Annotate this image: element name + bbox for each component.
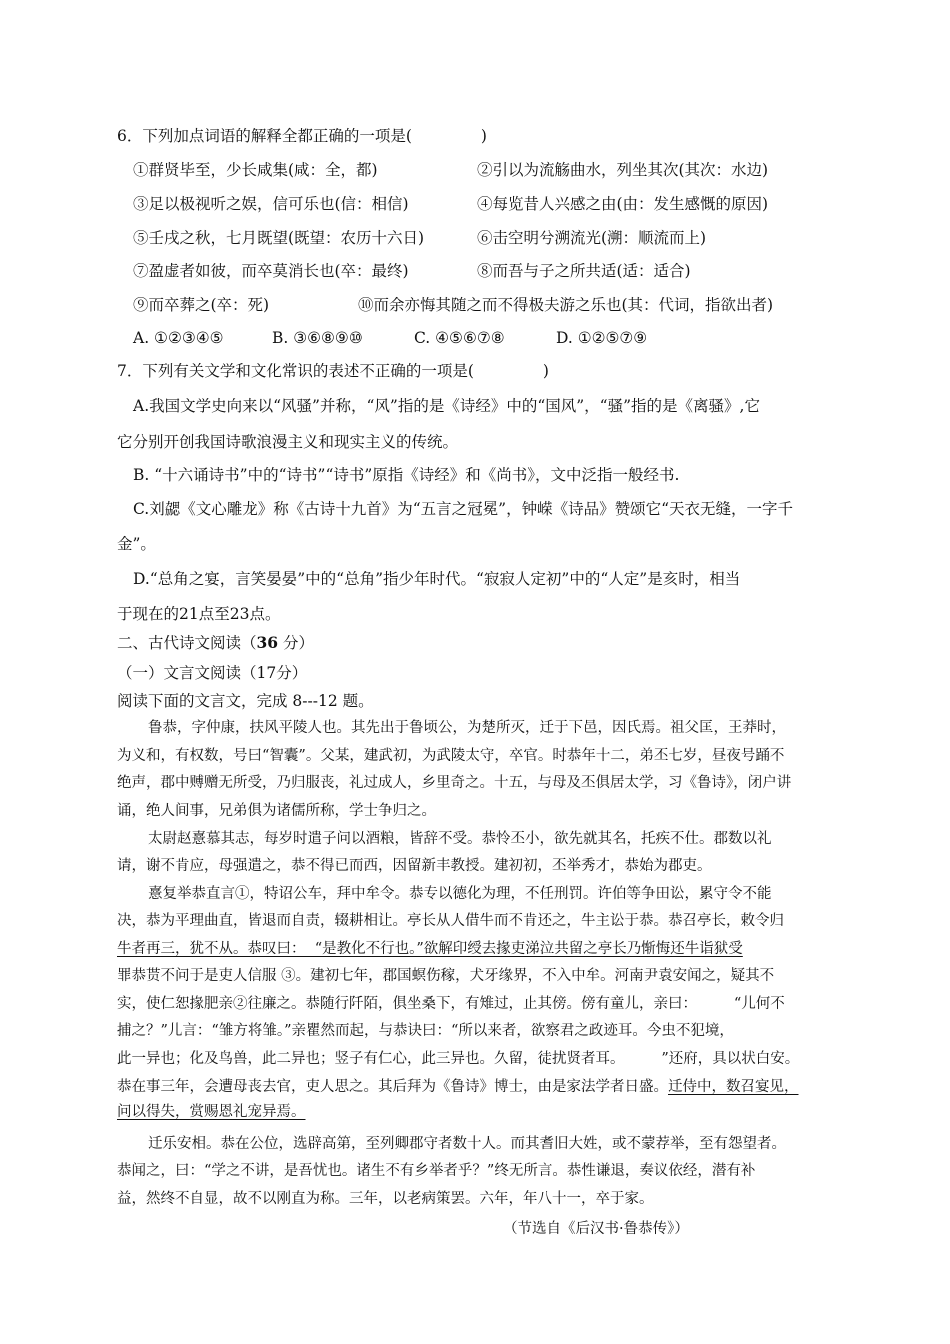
passage-line: 益，然终不自显，故不以刚直为称。三年，以老病策罢。六年，年八十一，卒于家。: [117, 1191, 654, 1207]
passage-line: 诵，绝人间事，兄弟俱为诸儒所称，学士争归之。: [117, 803, 436, 819]
q7-option-a-line1: A.我国文学史向来以“风骚”并称，“风”指的是《诗经》中的“国风”，“骚”指的是《离骚》,它: [133, 397, 760, 415]
passage-line: 为义和，有权数，号曰“智囊”。父某，建武初，为武陵太守，卒官。时恭年十二，弟丕七岁，昼夜号踊不: [117, 748, 785, 764]
q6-item-10: ⑩而余亦悔其随之而不得极夫游之乐也(其：代词，指欲出者): [358, 296, 774, 314]
q6-item-5: ⑤壬戌之秋，七月既望(既望：农历十六日): [133, 229, 425, 247]
instruction: 阅读下面的文言文，完成 8---12 题。: [117, 692, 374, 710]
passage-underlined-text: 迁侍中，数召宴见，: [668, 1079, 799, 1095]
q6-option-c: C. ④⑤⑥⑦⑧: [414, 329, 505, 347]
section-heading-score: 36: [256, 633, 279, 652]
section-heading-pre: 二、古代诗文阅读（: [117, 634, 257, 652]
passage-line: 憙复举恭直言①，特诏公车，拜中牟令。恭专以德化为理，不任刑罚。许伯等争田讼，累守令不能: [148, 886, 772, 902]
q7-option-b: B. “十六诵诗书”中的“诗书”“诗书”原指《诗经》和《尚书》，文中泛指一般经书.: [133, 466, 680, 484]
passage-source: （节选自《后汉书·鲁恭传》）: [503, 1221, 689, 1237]
passage-line: 决，恭为平理曲直，皆退而自责，辍耕相让。亭长从人借牛而不肯还之，牛主讼于恭。恭召亭长，敕令归: [117, 913, 784, 929]
q6-item-6: ⑥击空明兮溯流光(溯：顺流而上): [477, 229, 707, 247]
q6-title: 6．下列加点词语的解释全都正确的一项是( ): [117, 127, 487, 145]
q7-option-d-line1: D.“总角之宴，言笑晏晏”中的“总角”指少年时代。“寂寂人定初”中的“人定”是亥时，相当: [133, 570, 741, 588]
passage-line: 捕之？”儿言：“雏方将雏。”亲瞿然而起，与恭诀曰：“所以来者，欲察君之政迹耳。今虫不犯境，: [117, 1023, 734, 1039]
passage-line: 太尉赵憙慕其志，每岁时遣子问以酒粮，皆辞不受。恭怜丕小，欲先就其名，托疾不仕。郡数以礼: [148, 831, 772, 847]
passage-line: 迁乐安相。恭在公位，选辟高第，至列卿郡守者数十人。而其耆旧大姓，或不蒙荐举，至有怨望者。: [148, 1136, 786, 1152]
subsection-heading: （一）文言文阅读（17分）: [117, 664, 308, 682]
q6-item-1: ①群贤毕至，少长咸集(咸：全，都): [133, 161, 378, 179]
passage-line: 请，谢不肯应，母强遣之，恭不得已而西，因留新丰教授。建初初，丕举秀才，恭始为郡吏。: [117, 858, 712, 874]
q6-item-3: ③足以极视听之娱，信可乐也(信：相信): [133, 195, 409, 213]
q6-item-9: ⑨而卒葬之(卒：死): [133, 296, 270, 314]
q7-option-c-line1: C.刘勰《文心雕龙》称《古诗十九首》为“五言之冠冕”，钟嵘《诗品》赞颂它“天衣无缝，一字千: [133, 500, 794, 518]
section-heading-post: 分）: [278, 634, 315, 652]
q6-option-b: B. ③⑥⑧⑨⑩: [272, 329, 363, 347]
q6-option-d: D. ①②⑤⑦⑨: [556, 329, 648, 347]
passage-line: 罪恭贳不问于是吏人信服 ③。建初七年，郡国螟伤稼，犬牙缘界，不入中牟。河南尹袁安闻之，疑其不: [117, 968, 775, 984]
passage-line: 此一异也；化及鸟兽，此二异也；竖子有仁心，此三异也。久留，徒扰贤者耳。 ”还府，具以状白安。: [117, 1051, 800, 1067]
q6-item-4: ④每览昔人兴感之由(由：发生感慨的原因): [477, 195, 769, 213]
passage-line: [117, 1077, 799, 1097]
q7-option-d-line2: 于现在的21点至23点。: [117, 605, 281, 623]
q6-option-a: A. ①②③④⑤: [133, 329, 224, 347]
passage-line: 鲁恭，字仲康，扶风平陵人也。其先出于鲁顷公，为楚所灭，迁于下邑，因氏焉。祖父匡，王莽时，: [148, 720, 786, 736]
passage-line: 恭闻之，曰：“学之不讲，是吾忧也。诸生不有乡举者乎？”终无所言。恭性谦退，奏议依经，潜有补: [117, 1163, 756, 1179]
section-heading: [117, 633, 314, 653]
passage-line-underlined: 牛者再三，犹不从。恭叹曰： “是教化不行也。”欲解印绶去掾吏涕泣共留之亭长乃惭悔还牛诣狱受: [117, 941, 743, 957]
passage-line: 实，使仁恕掾肥亲②往廉之。恭随行阡陌，俱坐桑下，有雉过，止其傍。傍有童儿，亲曰： “儿何不: [117, 996, 785, 1012]
q7-title: 7．下列有关文学和文化常识的表述不正确的一项是( ): [117, 362, 549, 380]
q6-item-2: ②引以为流觞曲水，列坐其次(其次：水边): [477, 161, 769, 179]
passage-line-underlined: 问以得失，赏赐恩礼宠异焉。: [117, 1104, 306, 1120]
q6-item-7: ⑦盈虚者如彼，而卒莫消长也(卒：最终): [133, 262, 409, 280]
passage-text: 恭在事三年，会遭母丧去官，吏人思之。其后拜为《鲁诗》博士，由是家法学者日盛。: [117, 1079, 668, 1095]
passage-line: 绝声，郡中赙赠无所受，乃归服丧，礼过成人，乡里奇之。十五，与母及丕俱居太学，习《鲁诗》，闭户讲: [117, 775, 792, 791]
q7-option-a-line2: 它分别开创我国诗歌浪漫主义和现实主义的传统。: [117, 433, 459, 451]
q7-option-c-line2: 金”。: [117, 535, 156, 553]
q6-item-8: ⑧而吾与子之所共适(适：适合): [477, 262, 691, 280]
